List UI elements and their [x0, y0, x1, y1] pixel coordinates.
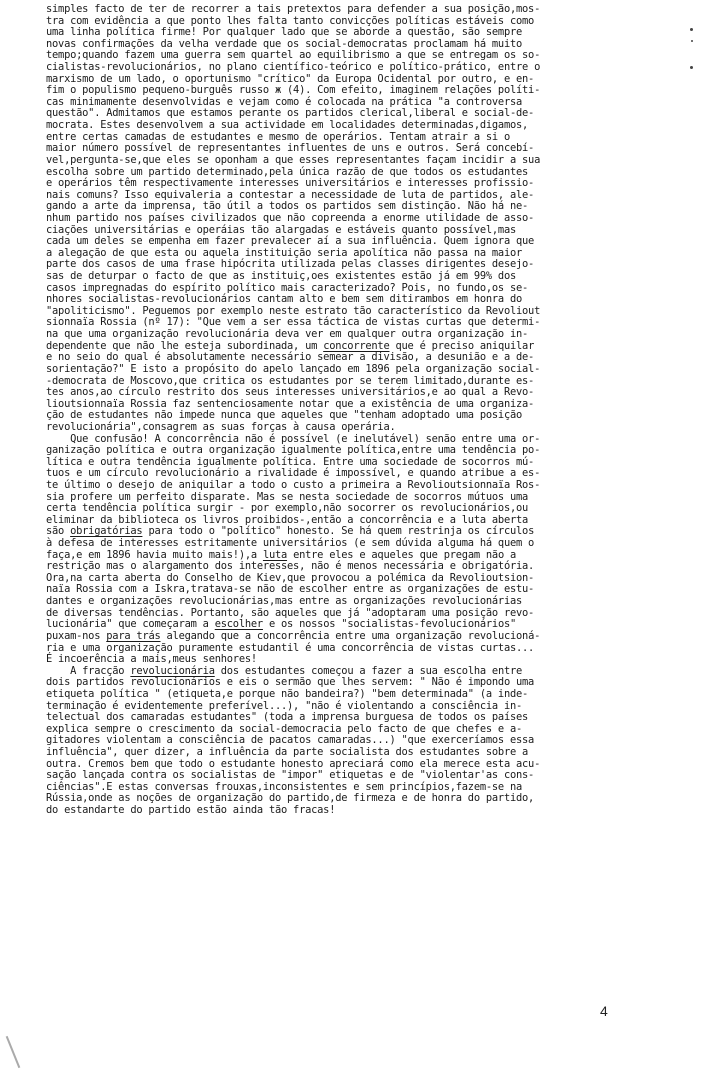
text-line: Rússia,onde as noções de organização do partido,de firmeza e de honra do partido, [46, 792, 535, 805]
text-line: de diversas tendências. Portanto, são aqueles que já "adoptaram uma posição revo- [46, 606, 535, 619]
text-line: Que confusão! A concorrência não é possível (e inelutável) senão entre uma or- [46, 432, 541, 445]
text-line: lioutsionnaïa Rossia faz sentenciosamente notar que a existência de uma organiza- [46, 397, 535, 410]
text-segment: puxam-nos [46, 629, 107, 642]
text-segment: são [46, 525, 71, 538]
text-segment: entre eles e aqueles que pregam não a [287, 548, 517, 561]
text-line: gitadores violentam a consciência de pacatos camaradas...) "que exerceríamos essa [46, 734, 535, 747]
text-line: ção de estudantes não impede nunca que aqueles que "tenham adoptado uma posição [46, 409, 523, 422]
text-line: cada um deles se empenha em fazer prevalecer aí a sua influência. Quem ignora que [46, 235, 535, 248]
text-line: sionnaïa Rossia (nº 17): "Que vem a ser essa táctica de vistas curtas que determi- [46, 316, 541, 329]
text-line: maior número possível de representantes influentes de uns e outros. Será concebí- [46, 142, 535, 155]
text-line: tes anos,ao círculo restrito dos seus interesses universitários,e ao qual a Revo- [46, 386, 535, 399]
text-line: cialistas-revolucionários, no plano científico-teórico e político-prático, entre o [46, 61, 541, 74]
text-line: parte dos casos de uma frase hipócrita utilizada pelas classes dirigentes desejo- [46, 258, 535, 271]
text-line: simples facto de ter de recorrer a tais pretextos para defender a sua posição,mos- [46, 3, 541, 15]
text-line: Ora,na carta aberta do Conselho de Kiev,que provocou a polémica da Revolioutsion- [46, 571, 535, 584]
body-text [46, 4, 646, 817]
text-segment: "apoliticismo". Peguemos por exemplo neste estrato tão característico da Revoliout [46, 304, 541, 317]
text-line: marxismo de um lado, o oportunismo "crítico" da Europa Ocidental por outro, e en- [46, 72, 535, 85]
text-line: te último o desejo de aniquilar a todo o custo a primeira a Revolioutsionnaïa Ros- [46, 478, 541, 491]
text-line: sação lançada contra os socialistas de "impor" etiquetas e de "violentar'as cons- [46, 769, 535, 782]
text-line: eliminar da biblioteca os livros proibidos-,então a concorrência e a luta aberta [46, 513, 529, 526]
margin-mark [690, 28, 693, 31]
text-line: telectual dos camaradas estudantes" (toda a imprensa burguesa de todos os países [46, 711, 529, 724]
page-number: 4 [600, 1003, 608, 1019]
text-line: lítica e outra tendência igualmente política. Entre uma sociedade de socorros mú- [46, 455, 535, 468]
text-line: outra. Cremos bem que todo o estudante honesto apreciará como ela merece esta acu- [46, 757, 541, 770]
text-line: sorientação?" E isto a propósito do apelo lançado em 1896 pela organização social- [46, 362, 541, 375]
text-line: na que uma organização revolucionária deva ver em qualquer outra organização in- [46, 328, 529, 341]
text-line: restrição mas o alargamento dos interesses, não é menos necessária e obrigatória. [46, 560, 535, 573]
text-segment: para todo o "político" honesto. Se há quem restrinja os círculos [142, 525, 535, 538]
text-line: naïa Rossia com a Iskra,tratava-se não de escolher entre as organizações de estu- [46, 583, 535, 596]
text-line: sas de deturpar o facto de que as instituiç,oes existentes estão já em 99% dos [46, 270, 517, 283]
text-line: explica sempre o crescimento da social-democracia pelo facto de que chefes e a- [46, 722, 523, 735]
text-line: e operários têm respectivamente interesses universitários e interesses profissio- [46, 177, 535, 190]
text-line: dois partidos revolucionários e eis o sermão que lhes servem: " Não é impondo uma [46, 676, 535, 689]
text-line: casos impregnadas do espírito político mais caracterizado? Pois, no fundo,os se- [46, 281, 529, 294]
text-line: uma linha política firme! Por qualquer lado que se aborde a questão, são sempre [46, 26, 523, 39]
text-line: ganização política e outra organização igualmente política,entre uma tendência po- [46, 444, 541, 457]
text-line: ria e uma organização puramente estudantil é uma concorrência de vistas curtas... [46, 641, 535, 654]
text-line: escolha sobre um partido determinado,pela única razão de que todos os estudantes [46, 165, 529, 178]
text-segment: A fracção [46, 664, 131, 677]
text-segment: e os nossos "socialistas-fevolucionários" [262, 618, 517, 631]
underlined-phrase: revolucionária [130, 664, 215, 677]
text-line: terminação é evidentemente preferível...), "não é violentando a consciência in- [46, 699, 523, 712]
text-line: influência", quer dizer, a influência da parte socialista dos estudantes sobre a [46, 746, 529, 758]
text-segment: dependente que não lhe esteja subordinada, um [46, 339, 324, 352]
text-line: dantes e organizações revolucionárias,mas entre as organizações revolucionárias [46, 595, 523, 608]
text-line: ciências".E estas conversas frouxas,inconsistentes e sem princípios,fazem-se na [46, 780, 523, 793]
underlined-phrase: obrigatórias [70, 525, 143, 538]
text-line: tempo;quando fazem uma guerra sem quartel ao equilibrismo a que se entregam os so- [46, 49, 541, 62]
text-line: etiqueta política " (etiqueta,e porque não bandeira?) "bem determinada" (a inde- [46, 687, 529, 700]
underlined-phrase: luta [262, 548, 288, 561]
text-line: É incoerência a mais,meus senhores! [46, 653, 257, 666]
text-line: a alegação de que esta ou aquela instituição seria apolítica não passa na maior [46, 246, 523, 259]
text-segment: alegando que a concorrência entre uma organização revolucioná- [160, 629, 541, 642]
text-line: -democrata de Moscovo,que critica os estudantes por se terem limitado,durante es- [46, 374, 535, 387]
text-line: cas minimamente desenvolvidas e vejam como é colocada na prática "a controversa [46, 95, 523, 108]
text-segment: dos estudantes começou a fazer a sua escolha entre [214, 664, 523, 677]
underlined-phrase: para trás [106, 629, 161, 642]
text-line [46, 631, 646, 643]
text-line: mocrata. Estes desenvolvem a sua actividade em localidades determinadas,digamos, [46, 119, 529, 132]
underlined-phrase: escolher [214, 618, 263, 631]
text-line: novas confirmações da velha verdade que os social-democratas proclamam há muito [46, 37, 523, 50]
text-segment: lucionária" que começaram a [46, 618, 215, 631]
text-line: questão". Admitamos que estamos perante os partidos clerical,liberal e social-de- [46, 107, 535, 120]
scan-artifact [6, 1036, 21, 1068]
underlined-phrase: concorrente [323, 339, 390, 352]
text-segment: faça,e em 1896 havia muito mais!),a [46, 548, 263, 561]
text-line: gando a arte da imprensa, tão útil a todos os partidos sem distinção. Não há ne- [46, 200, 529, 213]
text-line: vel,pergunta-se,que eles se oponham a que esses representantes façam incidir a sua [46, 153, 541, 166]
text-line: sia profere um perfeito disparate. Mas se nesta sociedade de socorros mútuos uma [46, 490, 529, 503]
text-line: nais comuns? Isso equivaleria a contestar a necessidade de luta de partidos, ale- [46, 188, 535, 201]
text-line: nhum partido nos países civilizados que não copreenda a enorme utilidade de asso- [46, 211, 535, 224]
text-line: do estandarte do partido estão ainda tão fracas! [46, 804, 336, 817]
text-line: entre certas camadas de estudantes e mesmo de operários. Tentam atrair a si o [46, 130, 510, 143]
text-line: tra com evidência a que ponto lhes falta tanto convicções políticas estáveis como [46, 14, 535, 27]
text-line: nhores socialistas-revolucionários cantam alto e bem sem ditirambos em honra do [46, 293, 523, 306]
text-line: tuos e um círculo revolucionário a rivalidade é impossível, e quando atribue a es- [46, 467, 541, 480]
text-line: à defesa de interesses estritamente universitários (e sem dúvida alguma há quem o [46, 537, 535, 550]
text-line: revolucionária",consagrem as suas forças à causa operária. [46, 420, 396, 433]
text-line: e no seio do qual é absolutamente necessário semear a divisão, a desunião e a de- [46, 351, 535, 364]
text-line: certa tendência política surgir - por exemplo,não socorrer os revolucionários,ou [46, 502, 529, 515]
text-segment: que é preciso aniquilar [389, 339, 535, 352]
margin-mark [690, 66, 693, 69]
margin-mark [691, 40, 693, 42]
text-line: ciações universitárias e operáias tão alargadas e estáveis quanto possível,mas [46, 223, 517, 236]
text-line: fim o populismo pequeno-burguês russo ж (4). Com efeito, imaginem relações políti- [46, 84, 541, 97]
